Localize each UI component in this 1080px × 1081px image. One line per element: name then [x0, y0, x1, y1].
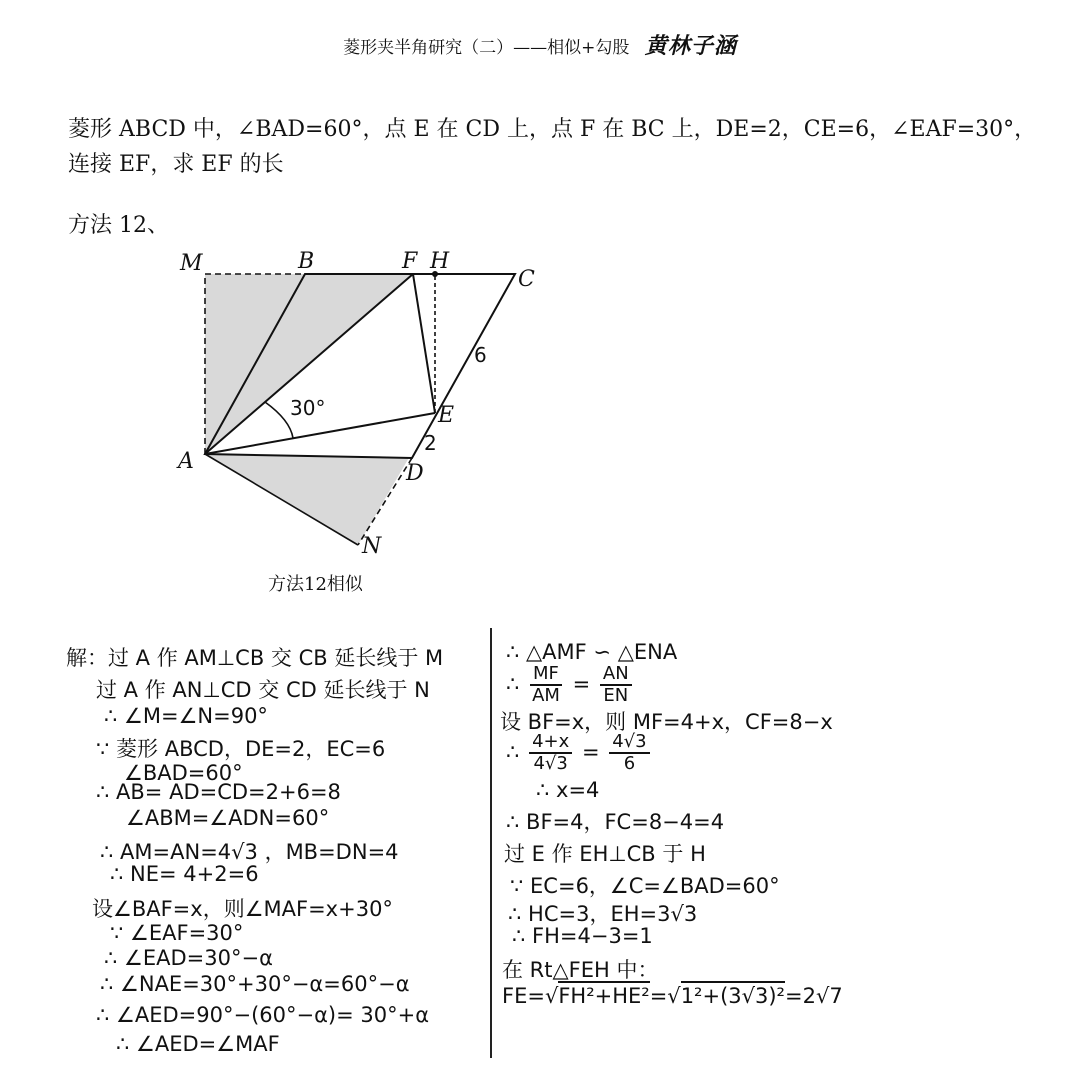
problem-line-2: 连接 EF，求 EF 的长 [68, 152, 284, 177]
solution-line: ∴ AB= AD=CD=2+6=8 [96, 780, 341, 804]
label-b: B [298, 249, 315, 274]
solution-line: ∴ BF=4，FC=8−4=4 [506, 810, 725, 834]
solution-line: 设∠BAF=x，则∠MAF=x+30° [92, 897, 393, 921]
solution-line: ∴ ∠M=∠N=90° [104, 704, 268, 728]
solution-line: ∴ ∠AED=90°−(60°−α)= 30°+α [96, 1003, 430, 1027]
solution-line: ∴ ∠NAE=30°+30°−α=60°−α [100, 972, 410, 996]
solution-line: ∴ FH=4−3=1 [512, 924, 653, 948]
label-h: H [430, 249, 450, 274]
angle-label: 30° [290, 396, 326, 420]
fraction: $\frac{MF}{AM}$ [529, 664, 563, 706]
solution-line: 设 BF=x，则 MF=4+x，CF=8−x [500, 710, 833, 734]
solution-line: ∴ ∠EAD=30°−α [104, 946, 273, 970]
solution-line-final: FE=√FH²+HE²=√1²+(3√3)²=2√7 [502, 984, 843, 1008]
author-signature: 黄林子涵 [644, 34, 737, 59]
solution-line: 在 Rt△FEH 中： [502, 958, 659, 982]
fraction: $\frac{AN}{EN}$ [600, 664, 632, 706]
header-title: 菱形夹半角研究（二）——相似+勾股 [343, 38, 630, 58]
solution-line-fraction: ∴ $\frac{MF}{AM}$ = $\frac{AN}{EN}$ [506, 664, 635, 706]
label-ce-length: 6 [474, 343, 487, 367]
solution-line: 过 E 作 EH⊥CB 于 H [504, 842, 706, 866]
label-de-length: 2 [424, 431, 437, 455]
solution-line: ∴ NE= 4+2=6 [110, 862, 259, 886]
solution-line: ∴ AM=AN=4√3 ，MB=DN=4 [100, 840, 399, 864]
solution-line: ∵ 菱形 ABCD，DE=2，EC=6 [96, 737, 386, 761]
solution-line: ∴ ∠AED=∠MAF [116, 1032, 280, 1056]
figure-caption: 方法12相似 [268, 574, 363, 595]
label-n: N [362, 534, 382, 559]
solution-line: ∴ △AMF ∽ △ENA [506, 640, 678, 664]
solution-line: ∴ HC=3，EH=3√3 [508, 902, 698, 926]
fraction: $\frac{4+x}{4√3}$ [529, 732, 572, 774]
solution-line: 过 A 作 AN⊥CD 交 CD 延长线于 N [96, 678, 430, 702]
label-d: D [406, 461, 424, 486]
solution-line: ∠ABM=∠ADN=60° [126, 806, 330, 830]
solution-line: ∠BAD=60° [124, 761, 243, 785]
label-m: M [180, 251, 203, 276]
solution-line: ∵ EC=6，∠C=∠BAD=60° [510, 874, 780, 898]
fraction: $\frac{4√3}{6}$ [609, 732, 649, 774]
solution-line: 解：过 A 作 AM⊥CB 交 CB 延长线于 M [66, 646, 444, 670]
label-a: A [178, 449, 194, 474]
label-f: F [402, 249, 418, 274]
label-e: E [438, 403, 455, 428]
label-c: C [518, 267, 535, 292]
problem-line-1: 菱形 ABCD 中，∠BAD=60°，点 E 在 CD 上，点 F 在 BC 上，DE=2，CE=6，∠EAF=30°， [68, 117, 1037, 142]
solution-line-fraction: ∴ $\frac{4+x}{4√3}$ = $\frac{4√3}{6}$ [506, 732, 653, 774]
solution-line: ∵ ∠EAF=30° [110, 921, 244, 945]
solution-line: ∴ x=4 [536, 778, 600, 802]
method-label: 方法 12、 [68, 213, 169, 238]
